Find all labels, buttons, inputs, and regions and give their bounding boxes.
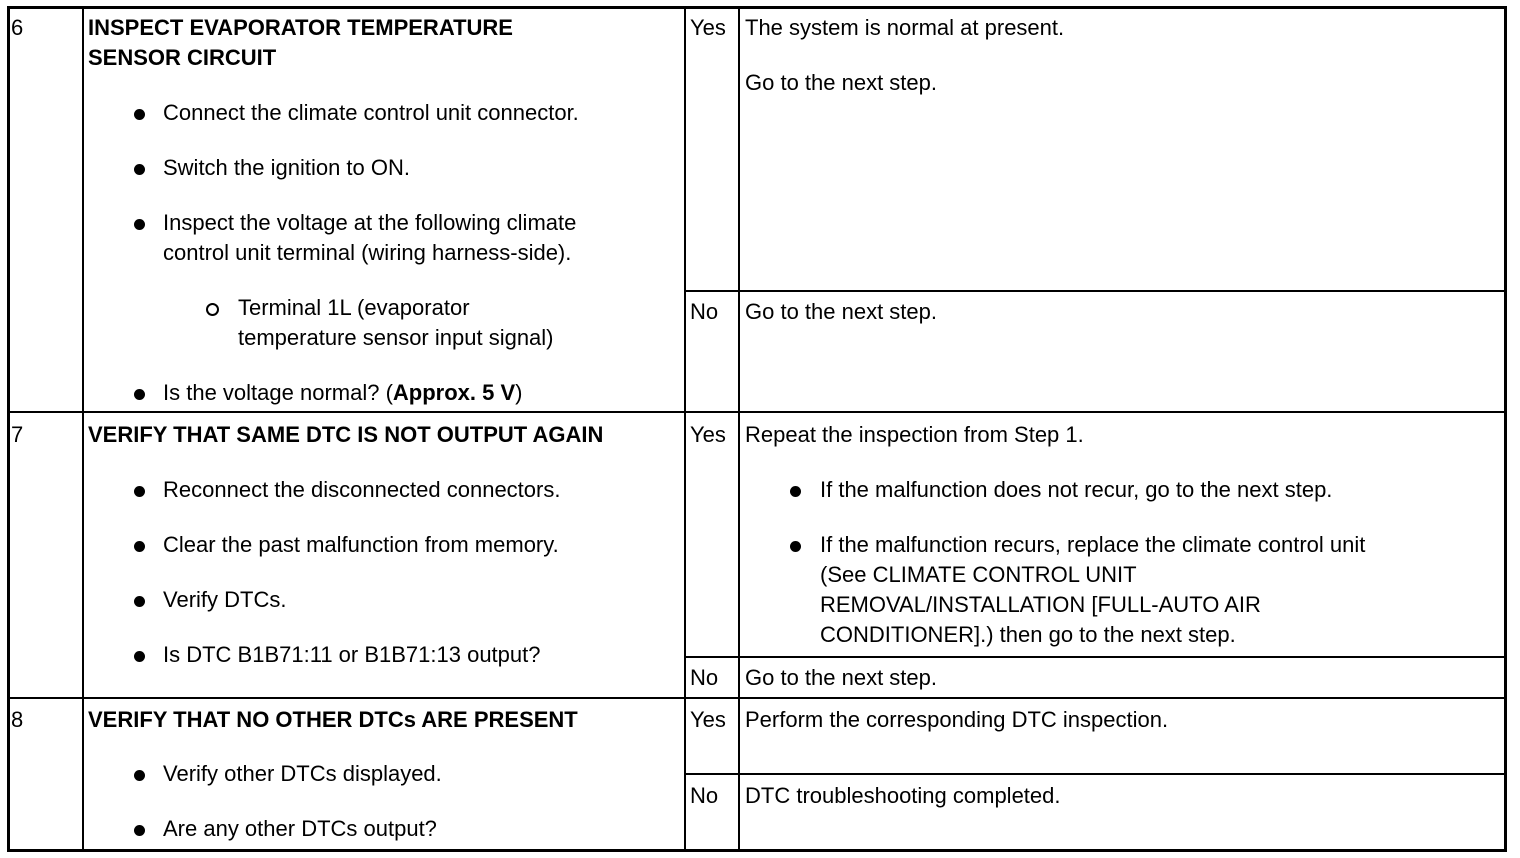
yes-result: Go to the next step. [745,70,938,95]
no-result: DTC troubleshooting completed. [745,783,1061,808]
column-divider [738,8,740,850]
step-number: 8 [11,707,24,732]
sub-item: temperature sensor input signal) [238,325,554,350]
step-title: VERIFY THAT NO OTHER DTCs ARE PRESENT [88,707,578,732]
yes-result-bullet: If the malfunction recurs, replace the climate control unit [820,532,1366,557]
yes-no-divider [684,290,1506,292]
bullet-icon [134,825,145,836]
action-item: Clear the past malfunction from memory. [163,532,559,557]
action-item: control unit terminal (wiring harness-side). [163,240,572,265]
yes-label: Yes [690,707,726,732]
bullet-icon [134,541,145,552]
bullet-icon [134,389,145,400]
step-title: SENSOR CIRCUIT [88,45,277,70]
column-divider [684,8,686,850]
yes-result: Repeat the inspection from Step 1. [745,422,1084,447]
action-item: Connect the climate control unit connector. [163,100,579,125]
action-item: Verify other DTCs displayed. [163,761,442,786]
bullet-icon [134,770,145,781]
yes-result-bullet: REMOVAL/INSTALLATION [FULL-AUTO AIR [820,592,1261,617]
yes-result: Perform the corresponding DTC inspection. [745,707,1169,732]
step-number: 6 [11,15,24,40]
question-suffix: ) [515,380,523,405]
row-divider [8,697,1506,699]
bullet-icon [134,164,145,175]
question-text: Is the voltage normal? ( [163,380,393,405]
action-item: Reconnect the disconnected connectors. [163,477,561,502]
yes-result-bullet: (See CLIMATE CONTROL UNIT [820,562,1137,587]
step-number: 7 [11,422,24,447]
question-value: Approx. 5 V [392,380,516,405]
bullet-icon [134,109,145,120]
action-question [163,378,522,408]
yes-result-bullet: If the malfunction does not recur, go to the next step. [820,477,1333,502]
yes-label: Yes [690,422,726,447]
bullet-icon [134,486,145,497]
bullet-icon [790,541,801,552]
yes-label: Yes [690,15,726,40]
bullet-icon [790,486,801,497]
row-divider [8,411,1506,413]
no-result: Go to the next step. [745,299,938,324]
action-item: Is DTC B1B71:11 or B1B71:13 output? [163,642,541,667]
action-item: Verify DTCs. [163,587,287,612]
yes-result: The system is normal at present. [745,15,1065,40]
sub-bullet-icon [206,303,219,316]
yes-no-divider [684,656,1506,658]
no-label: No [690,665,719,690]
step-title: VERIFY THAT SAME DTC IS NOT OUTPUT AGAIN [88,422,604,447]
no-label: No [690,299,719,324]
yes-no-divider [684,773,1506,775]
bullet-icon [134,219,145,230]
bullet-icon [134,651,145,662]
action-item: Inspect the voltage at the following climate [163,210,577,235]
no-label: No [690,783,719,808]
sub-item: Terminal 1L (evaporator [238,295,470,320]
action-item: Switch the ignition to ON. [163,155,411,180]
step-title: INSPECT EVAPORATOR TEMPERATURE [88,15,513,40]
yes-result-bullet: CONDITIONER].) then go to the next step. [820,622,1236,647]
no-result: Go to the next step. [745,665,938,690]
action-item: Are any other DTCs output? [163,816,437,841]
column-divider [82,8,84,850]
bullet-icon [134,596,145,607]
